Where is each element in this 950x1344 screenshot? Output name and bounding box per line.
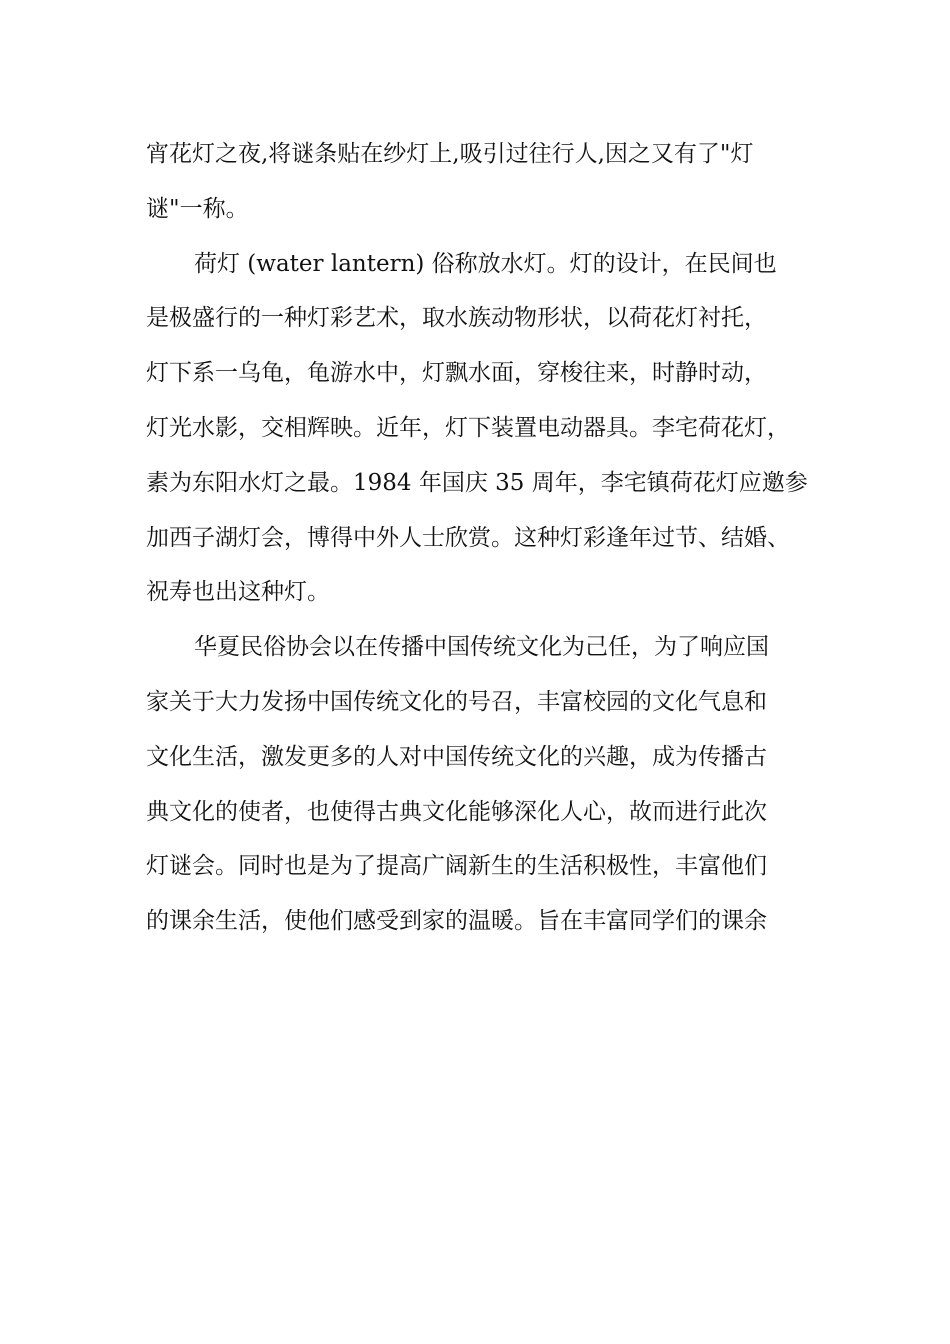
text-line: 灯谜会。同时也是为了提高广阔新生的生活积极性，丰富他们 [146,853,767,880]
text-line: 文化生活，激发更多的人对中国传统文化的兴趣，成为传播古 [146,743,767,770]
text-line: 的课余生活，使他们感受到家的温暖。旨在丰富同学们的课余 [146,908,767,935]
text-line: 谜"一称。 [146,195,249,222]
text-line: 是极盛行的一种灯彩艺术，取水族动物形状，以荷花灯衬托， [146,305,767,332]
text-line: 华夏民俗协会以在传播中国传统文化为己任，为了响应国 [194,634,769,661]
paragraph-association-purpose [146,620,836,949]
text-line: 宵花灯之夜,将谜条贴在纱灯上,吸引过往行人,因之又有了"灯 [146,141,754,167]
document-body [146,127,836,949]
text-line: 家关于大力发扬中国传统文化的号召，丰富校园的文化气息和 [146,688,767,715]
text-line: 典文化的使者，也使得古典文化能够深化人心，故而进行此次 [146,798,767,825]
text-line: 素为东阳水灯之最。1984 年国庆 35 周年，李宅镇荷花灯应邀参 [146,469,808,496]
paragraph-lantern-riddle-origin [146,127,836,237]
text-line: 灯下系一乌龟，龟游水中，灯飘水面，穿梭往来，时静时动， [146,360,767,387]
text-line: 灯光水影，交相辉映。近年，灯下装置电动器具。李宅荷花灯， [146,414,790,441]
text-line: 荷灯 (water lantern) 俗称放水灯。灯的设计，在民间也 [194,250,777,277]
text-line: 祝寿也出这种灯。 [146,579,330,606]
paragraph-water-lantern [146,237,836,621]
text-line: 加西子湖灯会，博得中外人士欣赏。这种灯彩逢年过节、结婚、 [146,524,790,551]
